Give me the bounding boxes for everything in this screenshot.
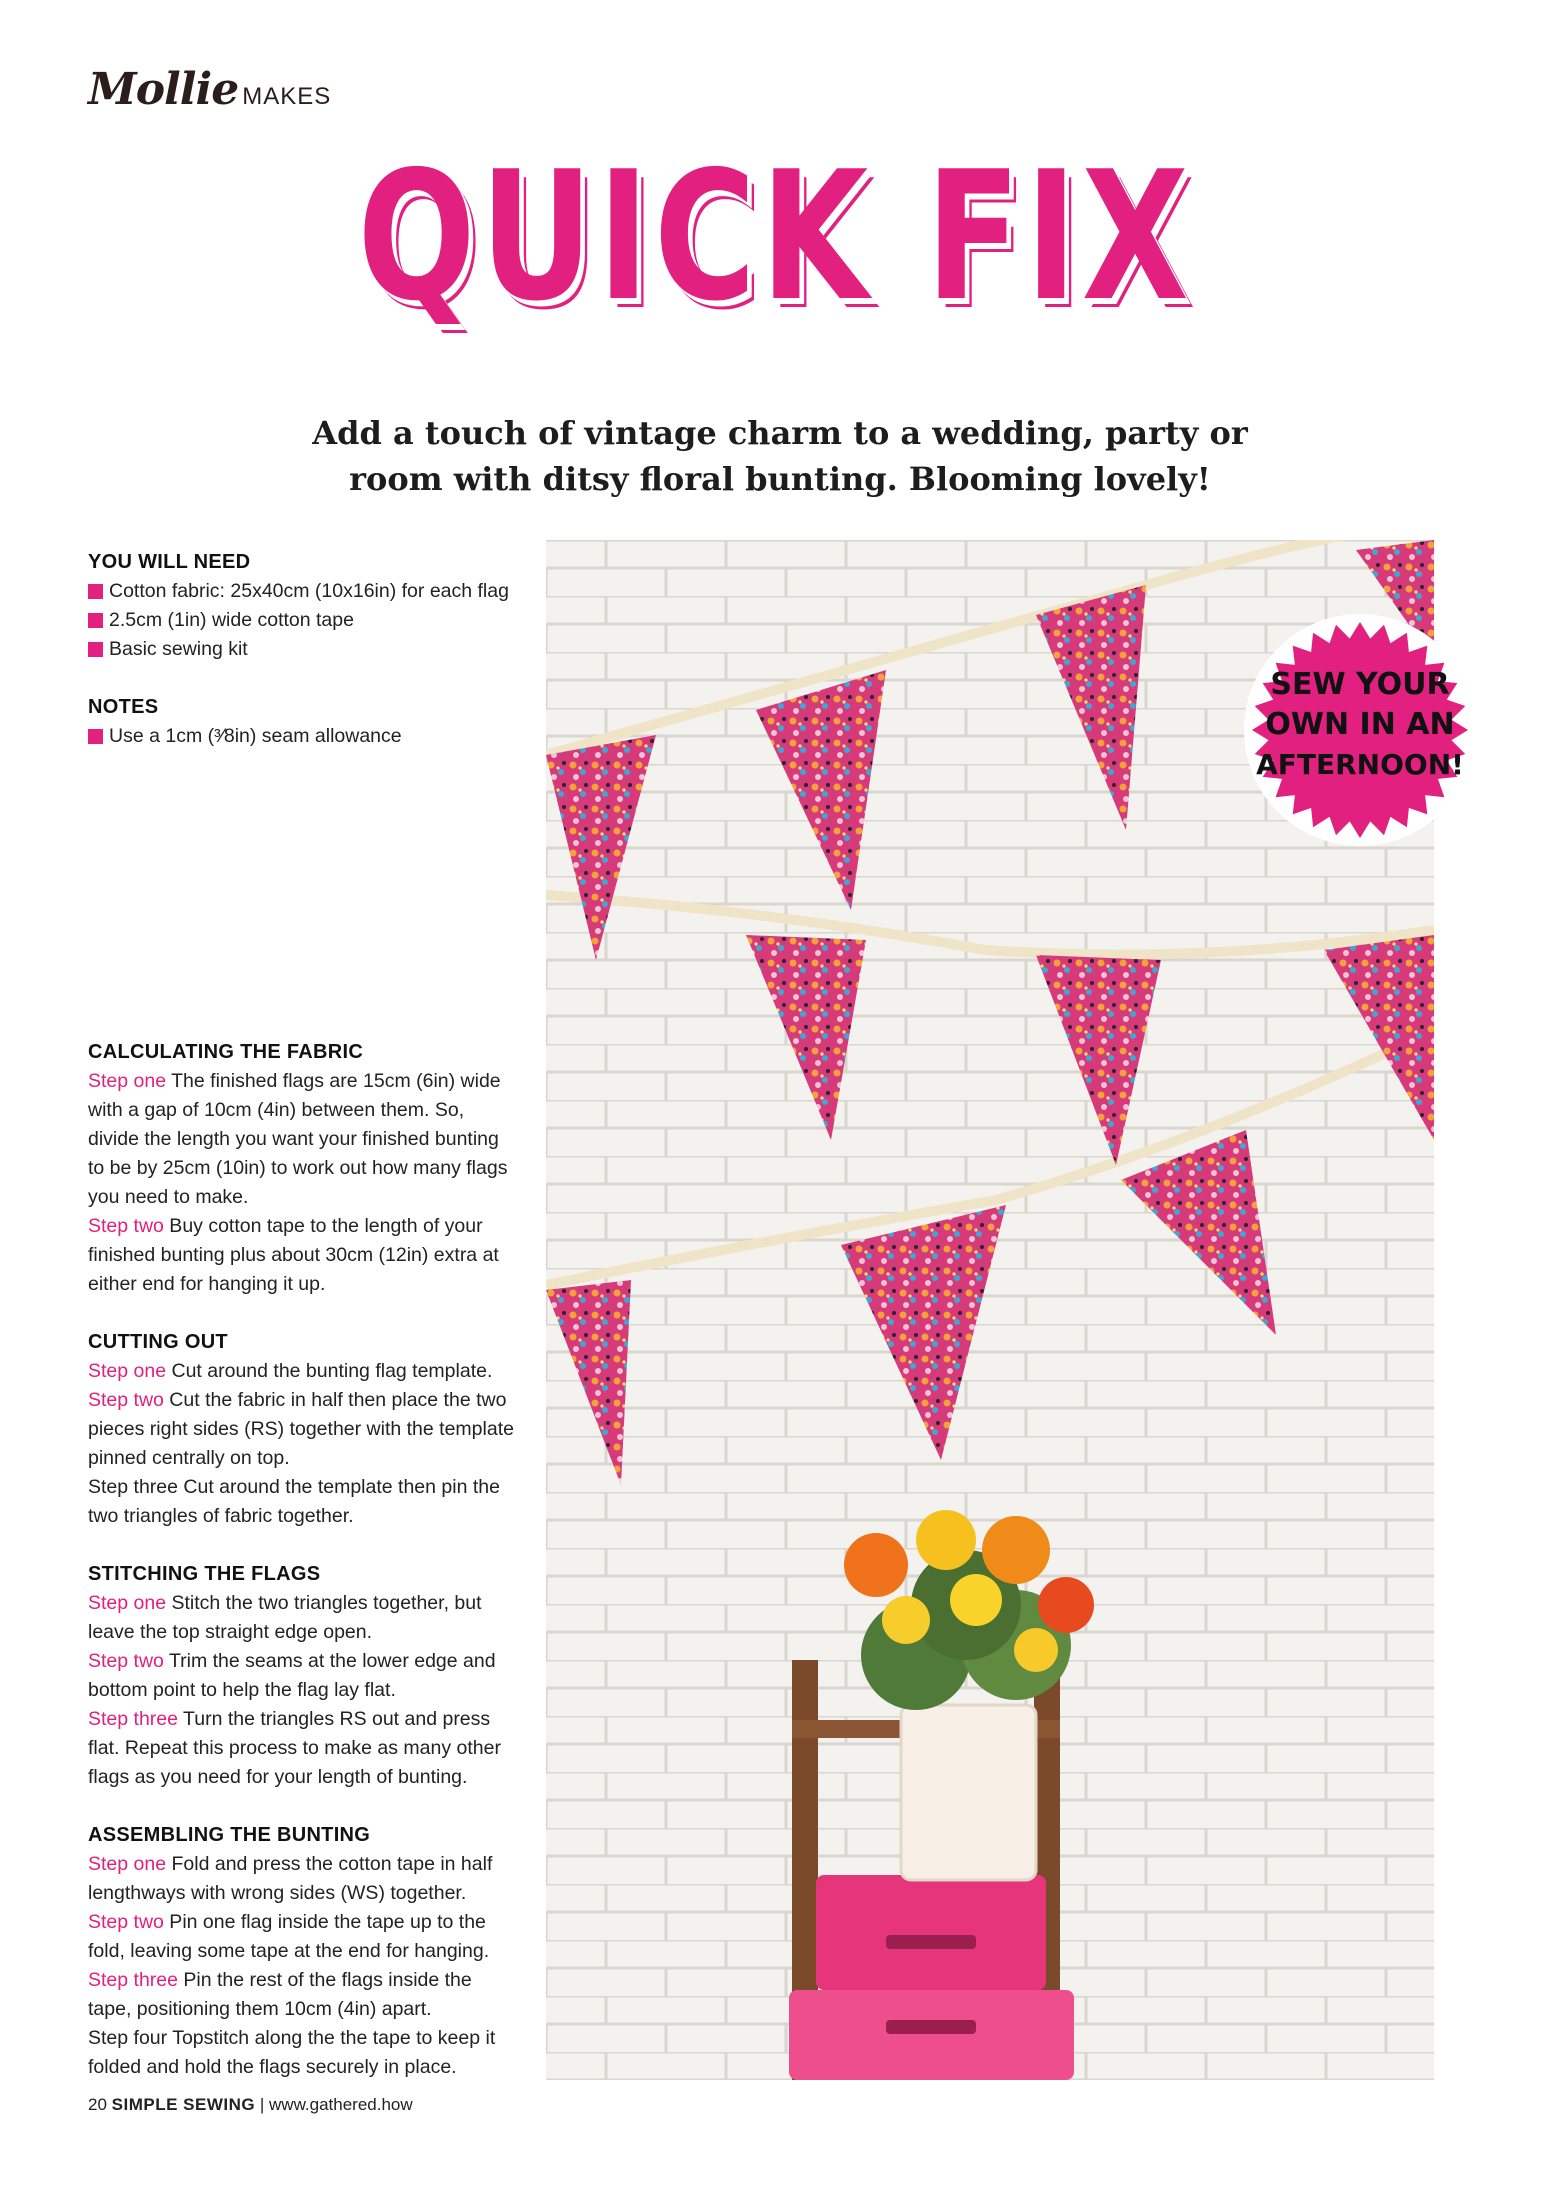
page-footer bbox=[88, 2095, 413, 2115]
step: Step two Pin one flag inside the tape up to the fold, leaving some tape at the end for hanging. bbox=[88, 1911, 490, 1962]
instructions-column bbox=[88, 1038, 518, 2111]
notes-heading: NOTES bbox=[88, 696, 159, 718]
pink-suitcase bbox=[886, 1935, 976, 1949]
step: Step three Turn the triangles RS out and press flat. Repeat this process to make as many other flags as you need for your length of bunting. bbox=[88, 1708, 501, 1788]
section-stitching bbox=[88, 1560, 518, 1792]
you-will-need-section bbox=[88, 548, 518, 664]
section-heading: ASSEMBLING THE BUNTING bbox=[88, 1824, 371, 1846]
step: Step one The finished flags are 15cm (6in) wide with a gap of 10cm (4in) between them. So, divide the length you want your finished bunting to be by 25cm (10in) to work out how many flags you need to make. bbox=[88, 1070, 508, 1208]
step: Step one Cut around the bunting flag template. bbox=[88, 1360, 493, 1382]
step: Step three Cut around the template then pin the two triangles of fabric together. bbox=[88, 1476, 500, 1527]
step: Step one Fold and press the cotton tape in half lengthways with wrong sides (WS) together. bbox=[88, 1853, 493, 1904]
step: Step one Stitch the two triangles together, but leave the top straight edge open. bbox=[88, 1592, 482, 1643]
bullet-square-icon bbox=[88, 613, 103, 628]
section-calculating bbox=[88, 1038, 518, 1299]
bullet-square-icon bbox=[88, 642, 103, 657]
brand-logo bbox=[88, 64, 331, 115]
page-number: 20 bbox=[88, 2095, 107, 2114]
step: Step four Topstitch along the the tape to keep it folded and hold the flags securely in place. bbox=[88, 2027, 496, 2078]
page-title: QUICK FIX bbox=[357, 133, 1194, 340]
pink-suitcase bbox=[789, 1990, 1074, 2080]
list-item: 2.5cm (1in) wide cotton tape bbox=[88, 606, 518, 635]
badge-line-1: SEW YOUR bbox=[1270, 667, 1450, 702]
pink-suitcase bbox=[816, 1875, 1046, 1990]
badge-line-3: AFTERNOON! bbox=[1256, 748, 1464, 781]
promo-badge bbox=[1240, 610, 1480, 850]
bullet-square-icon bbox=[88, 584, 103, 599]
list-item: Use a 1cm (³⁄8in) seam allowance bbox=[88, 722, 518, 751]
brand-script: Mollie bbox=[88, 64, 239, 115]
step: Step two Trim the seams at the lower edge and bottom point to help the flag lay flat. bbox=[88, 1650, 496, 1701]
step: Step two Buy cotton tape to the length of your finished bunting plus about 30cm (12in) extra at either end for hanging it up. bbox=[88, 1215, 499, 1295]
flower-vase bbox=[901, 1705, 1036, 1880]
section-heading: STITCHING THE FLAGS bbox=[88, 1563, 321, 1585]
section-assembling bbox=[88, 1821, 518, 2082]
brand-makes: MAKES bbox=[242, 83, 332, 110]
section-heading: CUTTING OUT bbox=[88, 1331, 228, 1353]
list-item: Cotton fabric: 25x40cm (10x16in) for each flag bbox=[88, 577, 518, 606]
starburst-icon bbox=[1240, 610, 1480, 850]
pink-suitcase bbox=[886, 2020, 976, 2034]
step: Step two Cut the fabric in half then place the two pieces right sides (RS) together with the template pinned centrally on top. bbox=[88, 1389, 514, 1469]
materials-column bbox=[88, 548, 518, 780]
badge-line-2: OWN IN AN bbox=[1265, 707, 1455, 742]
list-item: Basic sewing kit bbox=[88, 635, 518, 664]
notes-section bbox=[88, 693, 518, 751]
step: Step three Pin the rest of the flags inside the tape, positioning them 10cm (4in) apart. bbox=[88, 1969, 472, 2020]
you-will-need-heading: YOU WILL NEED bbox=[88, 551, 251, 573]
section-cutting bbox=[88, 1328, 518, 1531]
section-heading: CALCULATING THE FABRIC bbox=[88, 1041, 364, 1063]
footer-separator: | bbox=[259, 2095, 265, 2114]
publication-name: SIMPLE SEWING bbox=[111, 2095, 256, 2114]
intro-standfirst: Add a touch of vintage charm to a wedding, party or room with ditsy floral bunting. Blooming lovely! bbox=[312, 414, 1248, 498]
footer-url[interactable]: www.gathered.how bbox=[269, 2095, 413, 2114]
bullet-square-icon bbox=[88, 729, 103, 744]
